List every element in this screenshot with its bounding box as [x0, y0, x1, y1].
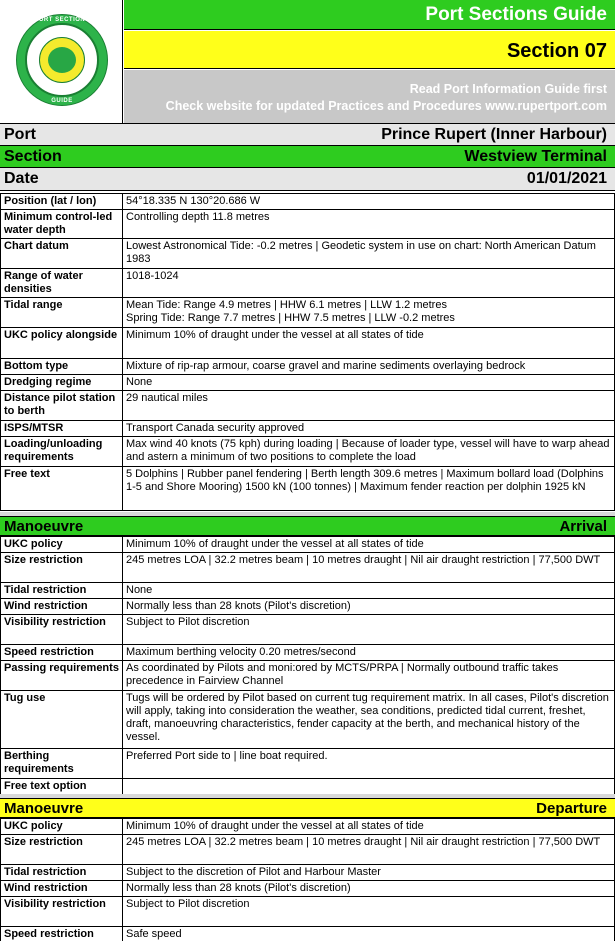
row-value: Preferred Port side to | line boat required. [123, 749, 615, 779]
departure-label: Departure [536, 800, 607, 817]
row-label: Size restriction [1, 553, 123, 583]
table-row [1, 210, 615, 239]
table-row [1, 537, 615, 553]
arrival-label: Arrival [559, 518, 607, 535]
table-row [1, 583, 615, 599]
row-label: Minimum control-led water depth [1, 210, 123, 239]
table-row [1, 881, 615, 897]
row-value: 54°18.335 N 130°20.686 W [123, 194, 615, 210]
row-value: Tugs will be ordered by Pilot based on current tug requirement matrix. In all cases, Pilot's discretion will apply, taking into consideration the weather, sea conditions, predicted tidal current, freshet, draft, manoeuvring characteristics, fender capacity at the berth, and mechanical history of the vessel. [123, 691, 615, 749]
table-row [1, 269, 615, 298]
row-label: Visibility restriction [1, 615, 123, 645]
row-label: Size restriction [1, 835, 123, 865]
table-row [1, 298, 615, 328]
logo-bottom-text: GUIDE [51, 98, 73, 104]
table-row [1, 661, 615, 691]
table-row [1, 437, 615, 467]
table-row [1, 421, 615, 437]
departure-manoeuvre-label: Manoeuvre [4, 800, 84, 817]
departure-header [0, 798, 615, 818]
row-value: Safe speed [123, 927, 615, 941]
row-label: Berthing requirements [1, 749, 123, 779]
date-value: 01/01/2021 [526, 170, 607, 187]
logo-ring [25, 23, 99, 97]
arrival-table [0, 536, 615, 795]
row-value: 1018-1024 [123, 269, 615, 298]
row-value: Subject to Pilot discretion [123, 897, 615, 927]
table-row [1, 835, 615, 865]
row-label: Speed restriction [1, 927, 123, 941]
table-row [1, 615, 615, 645]
section-row [0, 145, 615, 167]
arrival-header [0, 516, 615, 536]
row-value: Minimum 10% of draught under the vessel at all states of tide [123, 819, 615, 835]
row-value: Minimum 10% of draught under the vessel at all states of tide [123, 328, 615, 359]
globe-icon [39, 37, 85, 83]
row-value: 29 nautical miles [123, 391, 615, 421]
port-sections-guide-logo [16, 14, 108, 106]
logo-top-text: PORT SECTIONS [34, 17, 90, 23]
row-value [123, 779, 615, 795]
guide-header [0, 0, 615, 123]
departure-table [0, 818, 615, 941]
row-value: As coordinated by Pilots and moni:ored by MCTS/PRPA | Normally outbound traffic takes precedence in Fairview Channel [123, 661, 615, 691]
row-label: Position (lat / lon) [1, 194, 123, 210]
row-value: Controlling depth 11.8 metres [123, 210, 615, 239]
tidal-range-spring: Spring Tide: Range 7.7 metres | HHW 7.5 metres | LLW -0.2 metres [126, 312, 455, 324]
row-value: Subject to Pilot discretion [123, 615, 615, 645]
row-label: Loading/unloading requirements [1, 437, 123, 467]
row-label: Free text [1, 467, 123, 511]
row-label: Bottom type [1, 359, 123, 375]
row-label: Dredging regime [1, 375, 123, 391]
row-label: Wind restriction [1, 599, 123, 615]
table-row [1, 375, 615, 391]
arrival-manoeuvre-label: Manoeuvre [4, 518, 84, 535]
row-label: Tidal restriction [1, 583, 123, 599]
row-label: Visibility restriction [1, 897, 123, 927]
notice-website: Check website for updated Practices and Procedures www.rupertport.com [165, 99, 607, 113]
row-label: ISPS/MTSR [1, 421, 123, 437]
table-row [1, 927, 615, 941]
row-value: Minimum 10% of draught under the vessel at all states of tide [123, 537, 615, 553]
row-label: Tidal restriction [1, 865, 123, 881]
general-info-table [0, 193, 615, 511]
row-value [123, 298, 615, 328]
tidal-range-mean: Mean Tide: Range 4.9 metres | HHW 6.1 metres | LLW 1.2 metres [126, 299, 447, 311]
table-row [1, 239, 615, 269]
table-row [1, 328, 615, 359]
row-label: Passing requirements [1, 661, 123, 691]
row-label: Tug use [1, 691, 123, 749]
table-row [1, 553, 615, 583]
table-row [1, 194, 615, 210]
row-label: Free text option [1, 779, 123, 795]
logo-cell [0, 0, 123, 123]
notice-box [124, 70, 615, 123]
port-value: Prince Rupert (Inner Harbour) [381, 126, 607, 143]
row-value: 5 Dolphins | Rubber panel fendering | Berth length 309.6 metres | Maximum bollard load (Dolphins 1-5 and Shore Mooring) 1500 kN (100 tonnes) | Maximum fender reaction per dolphin 1925 kN [123, 467, 615, 511]
table-row [1, 865, 615, 881]
table-row [1, 819, 615, 835]
row-value: Normally less than 28 knots (Pilot's discretion) [123, 599, 615, 615]
row-value: None [123, 583, 615, 599]
table-row [1, 467, 615, 511]
row-value: Maximum berthing velocity 0.20 metres/second [123, 645, 615, 661]
row-value: None [123, 375, 615, 391]
section-label: Section [4, 148, 62, 165]
row-label: Distance pilot station to berth [1, 391, 123, 421]
table-row [1, 359, 615, 375]
row-value: Mixture of rip-rap armour, coarse gravel and marine sediments overlaying bedrock [123, 359, 615, 375]
section-number: Section 07 [124, 31, 615, 69]
row-value: Lowest Astronomical Tide: -0.2 metres | Geodetic system in use on chart: North American Datum 1983 [123, 239, 615, 269]
row-value: Max wind 40 knots (75 kph) during loading | Because of loader type, vessel will have to warp ahead and astern a minimum of two positions to complete the load [123, 437, 615, 467]
row-label: UKC policy [1, 537, 123, 553]
port-row [0, 123, 615, 145]
row-label: Wind restriction [1, 881, 123, 897]
page-title: Port Sections Guide [124, 0, 615, 30]
row-value: Subject to the discretion of Pilot and Harbour Master [123, 865, 615, 881]
table-row [1, 749, 615, 779]
table-row [1, 691, 615, 749]
table-row [1, 779, 615, 795]
row-label: Tidal range [1, 298, 123, 328]
date-row [0, 167, 615, 191]
row-label: Chart datum [1, 239, 123, 269]
row-label: Range of water densities [1, 269, 123, 298]
row-label: UKC policy [1, 819, 123, 835]
notice-read-guide: Read Port Information Guide first [409, 82, 607, 96]
row-value: Normally less than 28 knots (Pilot's discretion) [123, 881, 615, 897]
table-row [1, 599, 615, 615]
row-value: 245 metres LOA | 32.2 metres beam | 10 metres draught | Nil air draught restriction | 77,500 DWT [123, 553, 615, 583]
row-label: Speed restriction [1, 645, 123, 661]
date-label: Date [4, 170, 39, 187]
port-label: Port [4, 126, 36, 143]
section-value: Westview Terminal [464, 148, 607, 165]
table-row [1, 391, 615, 421]
row-label: UKC policy alongside [1, 328, 123, 359]
table-row [1, 897, 615, 927]
row-value: 245 metres LOA | 32.2 metres beam | 10 metres draught | Nil air draught restriction | 77,500 DWT [123, 835, 615, 865]
table-row [1, 645, 615, 661]
row-value: Transport Canada security approved [123, 421, 615, 437]
